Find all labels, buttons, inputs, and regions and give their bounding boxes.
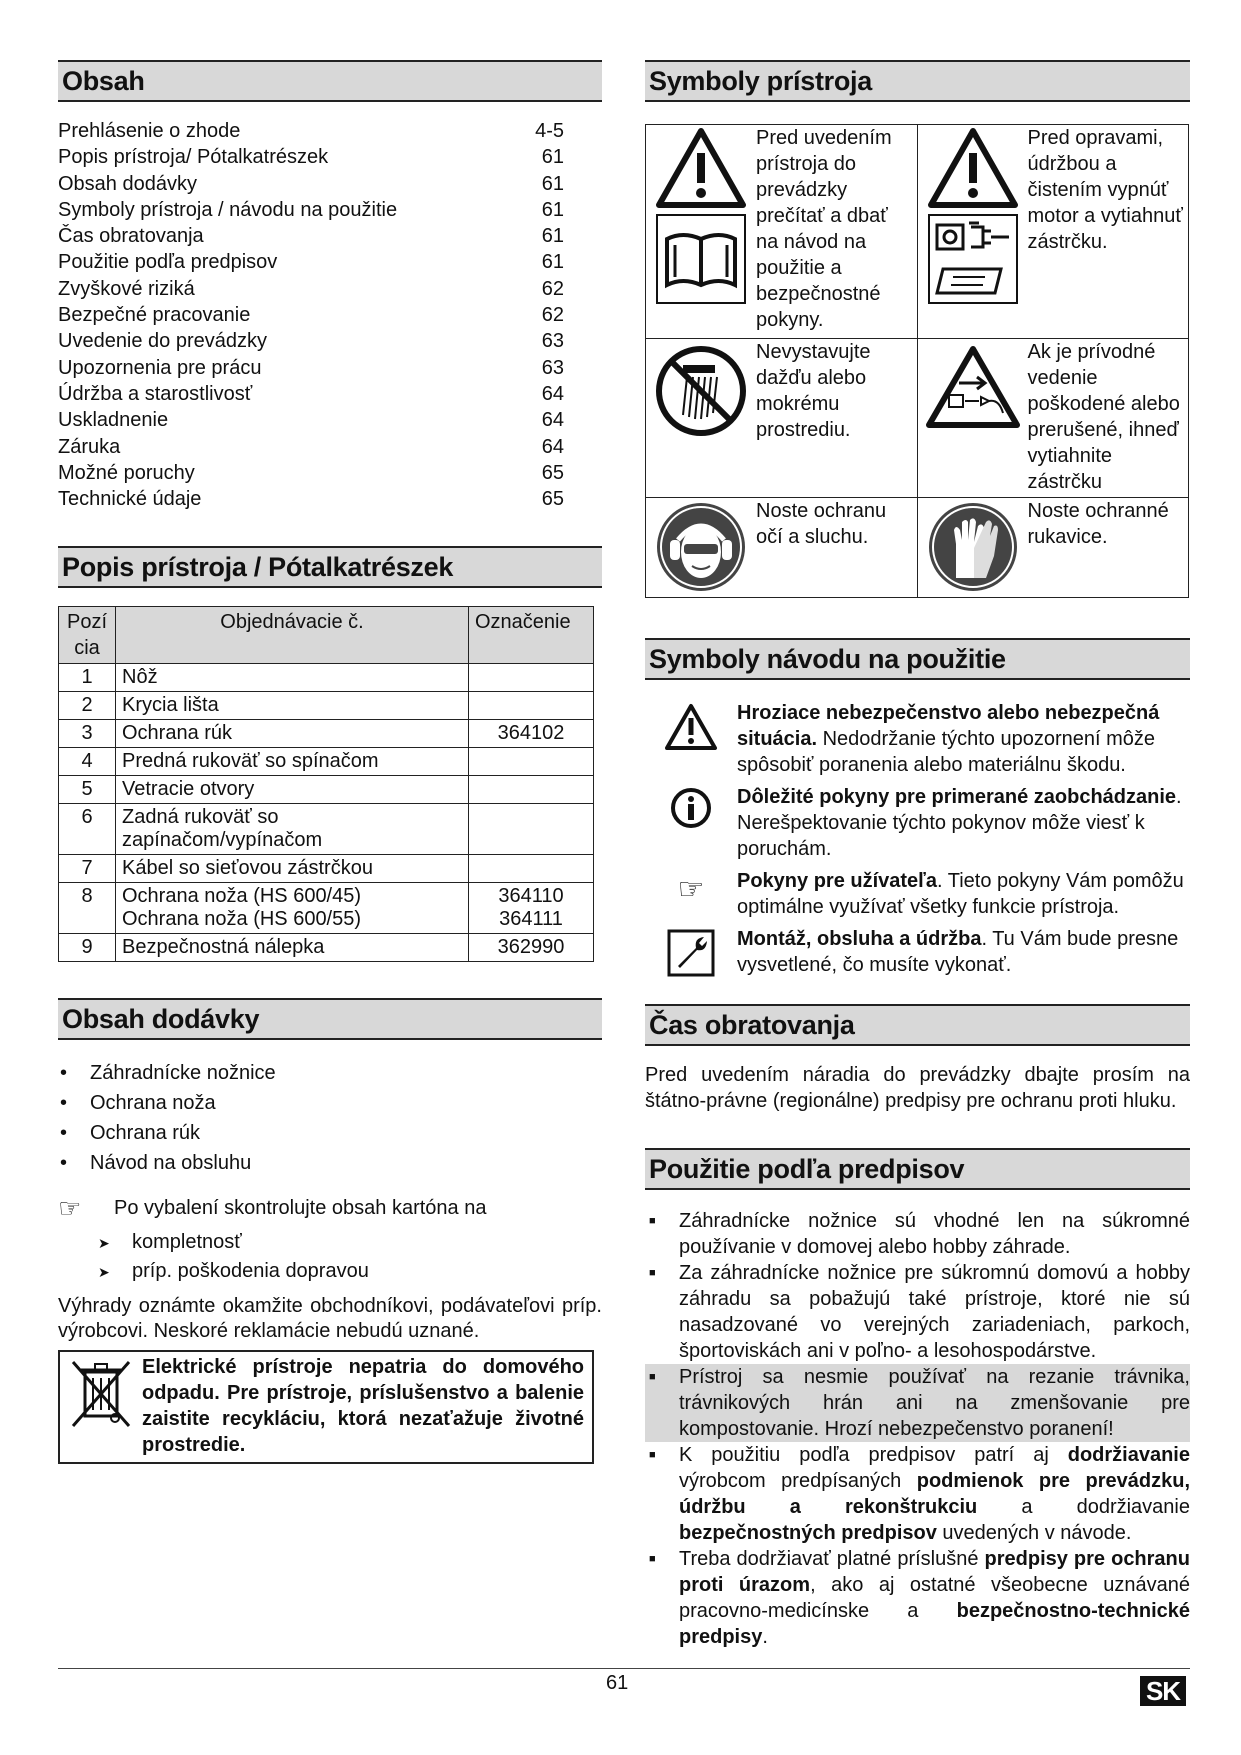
left-column bbox=[58, 60, 602, 1464]
part-pos: 7 bbox=[59, 855, 116, 883]
toc-entry bbox=[58, 171, 564, 197]
toc-entry-page: 4-5 bbox=[535, 120, 564, 142]
language-badge: SK bbox=[1140, 1676, 1186, 1706]
toc-entry-label: Zvyškové riziká bbox=[58, 277, 195, 300]
warning-triangle-icon bbox=[925, 125, 1021, 211]
symbol-text-unplug: Pred opravami, údržbou a čistením vypnúť motor a vytiahnuť zástrčku. bbox=[1027, 127, 1183, 253]
part-code bbox=[469, 748, 594, 776]
toc-entry-page: 61 bbox=[541, 225, 564, 248]
intended-use-list bbox=[645, 1208, 1190, 1650]
toc-entry-page: 62 bbox=[541, 304, 564, 327]
delivery-list bbox=[58, 1058, 602, 1178]
toc-entry-label: Bezpečné pracovanie bbox=[58, 304, 251, 327]
table-row bbox=[59, 776, 594, 804]
table-row bbox=[59, 855, 594, 883]
manual-symbol-user bbox=[645, 868, 1190, 920]
part-pos: 9 bbox=[59, 934, 116, 962]
delivery-note: Výhrady oznámte okamžite obchodníkovi, podávateľovi príp. výrobcovi. Neskoré reklamácie nebudú uznané. bbox=[58, 1295, 602, 1343]
toc-entry-page: 61 bbox=[541, 146, 564, 169]
list-item bbox=[645, 1442, 1190, 1546]
crossed-bin-icon bbox=[60, 1352, 142, 1462]
manual-symbol-danger-bold: Hroziace nebezpečenstvo alebo nebezpečná situácia. bbox=[737, 702, 1160, 750]
toc-entry-page: 63 bbox=[541, 356, 564, 379]
manual-symbol-danger-text: Nedodržanie týchto upozornení môže spôsobiť poranenia alebo materiálnu škodu. bbox=[737, 728, 1156, 776]
no-rain-icon bbox=[653, 343, 749, 439]
intended-use-item-3: ■ Prístroj sa nesmie používať na rezanie trávnika, trávnikových hrán ani na zmenšovanie pre kompostovanie. Hrozí nebezpečenstvo poranení! bbox=[679, 1366, 1190, 1440]
delivery-title: Obsah dodávky bbox=[58, 998, 602, 1040]
page-number: 61 bbox=[606, 1672, 629, 1694]
pointing-hand-icon: ☞ bbox=[58, 1193, 82, 1224]
toc-entry-label: Popis prístroja/ Pótalkatrészek bbox=[58, 146, 329, 169]
symbol-cell-gloves bbox=[918, 498, 1189, 594]
toc-entry-label: Uskladnenie bbox=[58, 409, 169, 432]
recycle-text: Elektrické prístroje nepatria do domového odpadu. Pre prístroje, príslušenstvo a balenie zaistite recykláciu, ktorá nezaťažuje životné prostredie. bbox=[142, 1356, 584, 1457]
table-row bbox=[59, 883, 594, 934]
part-code: 364110 364111 bbox=[469, 883, 594, 934]
check-list bbox=[58, 1228, 602, 1286]
toc-entry-page: 61 bbox=[541, 172, 564, 195]
manual-symbols-list bbox=[645, 700, 1190, 978]
toc-entry bbox=[58, 355, 564, 381]
toc-entry-label: Uvedenie do prevádzky bbox=[58, 330, 268, 353]
part-code bbox=[469, 692, 594, 720]
part-name: Ochrana noža (HS 600/45) Ochrana noža (HS 600/55) bbox=[116, 883, 469, 934]
operating-time-title: Čas obratovanja bbox=[645, 1004, 1190, 1046]
list-item-warning bbox=[645, 1364, 1190, 1442]
recycle-box bbox=[58, 1350, 594, 1464]
toc-entry-label: Záruka bbox=[58, 435, 121, 458]
toc-entry-page: 64 bbox=[541, 435, 564, 458]
part-pos: 6 bbox=[59, 804, 116, 855]
delivery-hint-text: Po vybalení skontrolujte obsah kartóna na bbox=[114, 1197, 487, 1220]
toc-entry-page: 61 bbox=[541, 251, 564, 274]
part-name: Nôž bbox=[116, 664, 469, 692]
toc-entry bbox=[58, 197, 564, 223]
parts-header-pos: Pozí cia bbox=[59, 607, 116, 664]
manual-symbol-assembly-bold: Montáž, obsluha a údržba bbox=[737, 928, 982, 950]
table-row bbox=[59, 720, 594, 748]
toc-entry-page: 64 bbox=[541, 382, 564, 405]
open-book-icon bbox=[653, 211, 749, 307]
intended-use-item-2: ■ Za záhradnícke nožnice pre súkromnú domovú a hobby záhradu sa pobažujú také prístroje, ktoré nie sú nasadzované vo verejných zariadeniach, parkoch, športoviskách ani v poľno- a lesohospodárstve. bbox=[679, 1262, 1190, 1362]
toc-entry-label: Možné poruchy bbox=[58, 461, 195, 484]
right-column bbox=[645, 60, 1190, 1650]
toc-entry-page: 65 bbox=[541, 488, 564, 511]
part-name: Ochrana rúk bbox=[116, 720, 469, 748]
intended-use-item-4: ■ K použitiu podľa predpisov patrí aj dodržiavanie výrobcom predpísaných podmienok pre prevádzku, údržbu a rekonštrukciu a dodržiavanie bezpečnostných predpisov uvedených v návode. bbox=[679, 1444, 1190, 1544]
table-row bbox=[59, 934, 594, 962]
symbol-text-damaged-cable: Ak je prívodné vedenie poškodené alebo prerušené, ihneď vytiahnite zástrčku bbox=[1027, 341, 1180, 493]
toc-entry bbox=[58, 381, 564, 407]
info-icon bbox=[669, 786, 713, 830]
symbol-cell-read-manual bbox=[646, 125, 917, 335]
intended-use-item-1: ■ Záhradnícke nožnice sú vhodné len na súkromné používanie v domovej alebo hobby záhrade. bbox=[679, 1210, 1190, 1258]
part-code bbox=[469, 776, 594, 804]
manual-symbol-danger bbox=[645, 700, 1190, 778]
list-item: • Záhradnícke nožnice bbox=[58, 1058, 602, 1088]
toc-entry-label: Prehlásenie o zhode bbox=[58, 120, 241, 142]
parts-table bbox=[58, 606, 594, 962]
table-row bbox=[59, 804, 594, 855]
part-code bbox=[469, 855, 594, 883]
toc-entry-page: 62 bbox=[541, 277, 564, 300]
toc-entry-label: Technické údaje bbox=[58, 488, 202, 511]
intended-use-title: Použitie podľa predpisov bbox=[645, 1148, 1190, 1190]
eye-ear-protection-icon bbox=[654, 500, 748, 594]
toc-entry-label: Upozornenia pre prácu bbox=[58, 356, 262, 379]
parts-header-name: Objednávacie č. bbox=[116, 607, 469, 664]
footer-divider bbox=[58, 1668, 1190, 1669]
wrench-icon bbox=[666, 928, 716, 978]
operating-time-text: Pred uvedením náradia do prevádzky dbajte prosím na štátno-právne (regionálne) predpisy pre ochranu proti hluku. bbox=[645, 1064, 1190, 1112]
part-pos: 3 bbox=[59, 720, 116, 748]
table-row bbox=[59, 664, 594, 692]
symbol-cell-damaged-cable bbox=[918, 339, 1189, 497]
toc-entry-label: Čas obratovanja bbox=[58, 225, 204, 248]
manual-symbol-info-bold: Dôležité pokyny pre primerané zaobchádzanie bbox=[737, 786, 1177, 808]
symbol-text-read-manual: Pred uvedením prístroja do prevádzky prečítať a dbať na návod na použitie a bezpečnostné pokyny. bbox=[756, 127, 892, 331]
list-item bbox=[645, 1208, 1190, 1260]
toc-entry-page: 63 bbox=[541, 330, 564, 353]
toc-entry-label: Použitie podľa predpisov bbox=[58, 251, 278, 274]
part-code: 364102 bbox=[469, 720, 594, 748]
table-row bbox=[59, 748, 594, 776]
symbol-cell-rain bbox=[646, 339, 917, 445]
manual-symbol-info bbox=[645, 784, 1190, 862]
manual-symbol-user-text: . Tieto pokyny Vám pomôžu optimálne využívať všetky funkcie prístroja. bbox=[737, 870, 1184, 918]
toc-list bbox=[58, 118, 602, 512]
parts-title: Popis prístroja / Pótalkatrészek bbox=[58, 546, 602, 588]
list-item: • Ochrana rúk bbox=[58, 1118, 602, 1148]
toc-entry bbox=[58, 434, 564, 460]
manual-symbol-assembly bbox=[645, 926, 1190, 978]
list-item bbox=[645, 1546, 1190, 1650]
part-pos: 1 bbox=[59, 664, 116, 692]
toc-entry-label: Obsah dodávky bbox=[58, 172, 197, 195]
part-pos: 4 bbox=[59, 748, 116, 776]
manual-symbols-title: Symboly návodu na použitie bbox=[645, 638, 1190, 680]
manual-symbol-assembly-text: . Tu Vám bude presne vysvetlené, čo musíte vykonať. bbox=[737, 928, 1179, 976]
device-symbols-title: Symboly prístroja bbox=[645, 60, 1190, 102]
toc-entry bbox=[58, 249, 564, 275]
warning-triangle-icon bbox=[663, 702, 719, 752]
manual-symbol-user-bold: Pokyny pre užívateľa bbox=[737, 870, 938, 892]
part-code: 362990 bbox=[469, 934, 594, 962]
parts-header-code: Označenie bbox=[469, 607, 594, 664]
symbol-text-gloves: Noste ochranné rukavice. bbox=[1027, 500, 1169, 548]
gloves-icon bbox=[926, 500, 1020, 594]
pointing-hand-icon: ☞ bbox=[677, 873, 705, 906]
list-item: ➤ kompletnosť bbox=[98, 1228, 602, 1257]
damaged-cable-warning-icon bbox=[923, 343, 1023, 433]
part-pos: 8 bbox=[59, 883, 116, 934]
part-name: Bezpečnostná nálepka bbox=[116, 934, 469, 962]
toc-entry bbox=[58, 276, 564, 302]
part-name: Vetracie otvory bbox=[116, 776, 469, 804]
table-row bbox=[59, 692, 594, 720]
symbol-cell-unplug bbox=[918, 125, 1189, 307]
device-symbols-table bbox=[645, 124, 1189, 598]
toc-entry-page: 61 bbox=[541, 198, 564, 221]
symbol-text-rain: Nevystavujte dažďu alebo mokrému prostrediu. bbox=[756, 341, 871, 441]
warning-triangle-icon bbox=[653, 125, 749, 211]
manual-symbol-info-text: . Nerešpektovanie týchto pokynov môže viesť k poruchám. bbox=[737, 786, 1182, 860]
list-item: ➤ príp. poškodenia dopravou bbox=[98, 1257, 602, 1286]
list-item: • Návod na obsluhu bbox=[58, 1148, 602, 1178]
unplug-icon bbox=[925, 211, 1021, 307]
toc-entry bbox=[58, 460, 564, 486]
part-name: Kábel so sieťovou zástrčkou bbox=[116, 855, 469, 883]
symbol-text-eye-ear: Noste ochranu očí a sluchu. bbox=[756, 500, 887, 548]
intended-use-item-5: ■ Treba dodržiavať platné príslušné predpisy pre ochranu proti úrazom, ako aj ostatné všeobecne uznávané pracovno-medicínske a bezpečnostno-technické predpisy. bbox=[679, 1548, 1190, 1648]
list-item: • Ochrana noža bbox=[58, 1088, 602, 1118]
toc-entry bbox=[58, 144, 564, 170]
toc-entry bbox=[58, 223, 564, 249]
toc-entry-page: 65 bbox=[541, 461, 564, 484]
part-name: Zadná rukoväť so zapínačom/vypínačom bbox=[116, 804, 469, 855]
toc-entry-page: 64 bbox=[541, 409, 564, 432]
toc-entry bbox=[58, 118, 564, 144]
part-name: Predná rukoväť so spínačom bbox=[116, 748, 469, 776]
toc-entry bbox=[58, 407, 564, 433]
toc-title: Obsah bbox=[58, 60, 602, 102]
delivery-hint bbox=[58, 1194, 602, 1222]
symbol-cell-eye-ear bbox=[646, 498, 917, 594]
toc-entry-label: Údržba a starostlivosť bbox=[58, 382, 253, 405]
part-code bbox=[469, 664, 594, 692]
part-pos: 2 bbox=[59, 692, 116, 720]
toc-entry-label: Symboly prístroja / návodu na použitie bbox=[58, 198, 398, 221]
part-pos: 5 bbox=[59, 776, 116, 804]
list-item bbox=[645, 1260, 1190, 1364]
part-name: Krycia lišta bbox=[116, 692, 469, 720]
toc-entry bbox=[58, 302, 564, 328]
part-code bbox=[469, 804, 594, 855]
toc-entry bbox=[58, 328, 564, 354]
toc-entry bbox=[58, 486, 564, 512]
